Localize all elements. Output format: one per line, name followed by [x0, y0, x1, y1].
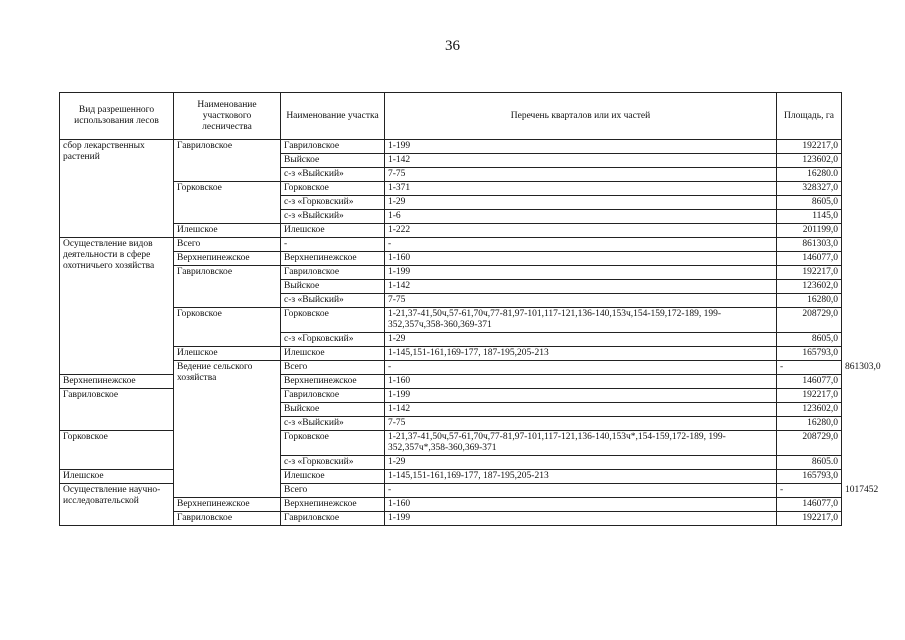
table-row	[60, 266, 842, 280]
cell-area: 16280,0	[777, 417, 842, 431]
cell-site: с-з «Выйский»	[281, 417, 385, 431]
cell-area: 146077,0	[777, 498, 842, 512]
cell-use-type: сбор лекарственных растений	[60, 140, 174, 238]
cell-quarters: 1-29	[385, 196, 777, 210]
table-row	[60, 252, 842, 266]
land-use-table	[59, 92, 881, 526]
cell-site: -	[385, 361, 777, 375]
cell-quarters: 1-160	[385, 498, 777, 512]
cell-forestry: Верхнепинежское	[174, 252, 281, 266]
cell-site: Горковское	[281, 182, 385, 196]
cell-forestry: Илешское	[174, 347, 281, 361]
cell-area: 146077,0	[777, 252, 842, 266]
table-row	[60, 224, 842, 238]
cell-quarters: -	[777, 361, 842, 375]
cell-quarters: 1-21,37-41,50ч,57-61,70ч,77-81,97-101,117-121,136-140,153ч,154-159,172-189, 199-352,357ч,358-360,369-371	[385, 308, 777, 333]
cell-site: Илешское	[281, 470, 385, 484]
table-row	[60, 498, 842, 512]
cell-area: 165793,0	[777, 470, 842, 484]
cell-forestry: Гавриловское	[174, 140, 281, 182]
cell-quarters: 7-75	[385, 417, 777, 431]
cell-area: 328327,0	[777, 182, 842, 196]
cell-quarters: 1-142	[385, 280, 777, 294]
cell-quarters: 1-160	[385, 252, 777, 266]
cell-area: 8605,0	[777, 333, 842, 347]
cell-quarters: 1-142	[385, 154, 777, 168]
cell-site: Горковское	[281, 308, 385, 333]
cell-site: -	[281, 238, 385, 252]
cell-area: 146077,0	[777, 375, 842, 389]
cell-area: 192217,0	[777, 266, 842, 280]
cell-site: Выйское	[281, 280, 385, 294]
table-body	[60, 140, 881, 526]
cell-area: 123602,0	[777, 280, 842, 294]
cell-quarters: -	[777, 484, 842, 498]
cell-forestry: Илешское	[174, 224, 281, 238]
table-header	[60, 93, 842, 140]
header-quarters: Перечень кварталов или их частей	[385, 93, 777, 140]
cell-site: Гавриловское	[281, 389, 385, 403]
cell-area: 123602,0	[777, 403, 842, 417]
cell-quarters: 1-222	[385, 224, 777, 238]
cell-quarters: 1-29	[385, 456, 777, 470]
cell-forestry: Горковское	[60, 431, 174, 470]
cell-site: с-з «Горковский»	[281, 196, 385, 210]
cell-area: 192217,0	[777, 512, 842, 526]
cell-forestry: Гавриловское	[174, 512, 281, 526]
cell-area: 8605,0	[777, 196, 842, 210]
cell-area: 123602,0	[777, 154, 842, 168]
cell-forestry: Всего	[174, 238, 281, 252]
cell-site: с-з «Горковский»	[281, 333, 385, 347]
cell-quarters: 1-199	[385, 512, 777, 526]
cell-forestry: Верхнепинежское	[60, 375, 174, 389]
cell-site: Гавриловское	[281, 512, 385, 526]
cell-quarters: 1-21,37-41,50ч,57-61,70ч,77-81,97-101,117-121,136-140,153ч*,154-159,172-189, 199-352,357ч*,358-360,369-371	[385, 431, 777, 456]
table-row	[60, 308, 842, 333]
cell-use-type: Осуществление видов деятельности в сфере охотничьего хозяйства	[60, 238, 174, 375]
cell-site: -	[385, 484, 777, 498]
cell-forestry: Всего	[281, 484, 385, 498]
cell-forestry: Всего	[281, 361, 385, 375]
cell-quarters: 1-199	[385, 389, 777, 403]
cell-area: 192217,0	[777, 389, 842, 403]
cell-area: 16280.0	[777, 168, 842, 182]
cell-area: 861303,0	[777, 238, 842, 252]
table-row	[60, 140, 842, 154]
cell-area: 165793,0	[777, 347, 842, 361]
cell-forestry: Верхнепинежское	[174, 498, 281, 512]
cell-quarters: 1-160	[385, 375, 777, 389]
cell-site: Верхнепинежское	[281, 252, 385, 266]
cell-site: Илешское	[281, 224, 385, 238]
page-number: 36	[445, 38, 460, 54]
cell-quarters: 1-142	[385, 403, 777, 417]
cell-site: Горковское	[281, 431, 385, 456]
cell-forestry: Горковское	[174, 308, 281, 347]
header-area: Площадь, га	[777, 93, 842, 140]
cell-quarters: 1-145,151-161,169-177, 187-195,205-213	[385, 470, 777, 484]
cell-quarters: 1-199	[385, 266, 777, 280]
cell-area: 16280,0	[777, 294, 842, 308]
cell-site: Выйское	[281, 154, 385, 168]
table-row	[60, 182, 842, 196]
table-row	[60, 347, 842, 361]
cell-site: с-з «Выйский»	[281, 210, 385, 224]
cell-forestry: Гавриловское	[174, 266, 281, 308]
cell-quarters: 7-75	[385, 294, 777, 308]
cell-site: с-з «Горковский»	[281, 456, 385, 470]
cell-site: Верхнепинежское	[281, 375, 385, 389]
cell-forestry: Горковское	[174, 182, 281, 224]
cell-site: Верхнепинежское	[281, 498, 385, 512]
cell-area: 208729,0	[777, 431, 842, 456]
cell-site: Гавриловское	[281, 266, 385, 280]
cell-use-type: Ведение сельского хозяйства	[174, 361, 281, 498]
cell-area: 208729,0	[777, 308, 842, 333]
table-row: Осуществление научно-исследовательской Всего - - 1017452	[60, 484, 842, 498]
cell-area: 1145,0	[777, 210, 842, 224]
header-row	[60, 93, 842, 140]
header-site: Наименование участка	[281, 93, 385, 140]
cell-use-type: Осуществление научно-исследовательской	[60, 484, 174, 526]
cell-quarters: 1-29	[385, 333, 777, 347]
cell-site: с-з «Выйский»	[281, 294, 385, 308]
cell-site: Выйское	[281, 403, 385, 417]
cell-quarters: 1-371	[385, 182, 777, 196]
cell-area: 192217,0	[777, 140, 842, 154]
table-row	[60, 238, 842, 252]
header-use-type: Вид разрешенного использования лесов	[60, 93, 174, 140]
cell-forestry: Гавриловское	[60, 389, 174, 431]
cell-quarters: 1-199	[385, 140, 777, 154]
cell-quarters: -	[385, 238, 777, 252]
table-row: Ведение сельского хозяйства Всего - - 861303,0	[60, 361, 842, 375]
header-forestry: Наименование участкового лесничества	[174, 93, 281, 140]
cell-site: с-з «Выйский»	[281, 168, 385, 182]
cell-quarters: 1-145,151-161,169-177, 187-195,205-213	[385, 347, 777, 361]
cell-quarters: 1-6	[385, 210, 777, 224]
cell-site: Гавриловское	[281, 140, 385, 154]
cell-site: Илешское	[281, 347, 385, 361]
cell-area: 8605.0	[777, 456, 842, 470]
cell-forestry: Илешское	[60, 470, 174, 484]
table-row	[60, 512, 842, 526]
cell-quarters: 7-75	[385, 168, 777, 182]
cell-area: 201199,0	[777, 224, 842, 238]
